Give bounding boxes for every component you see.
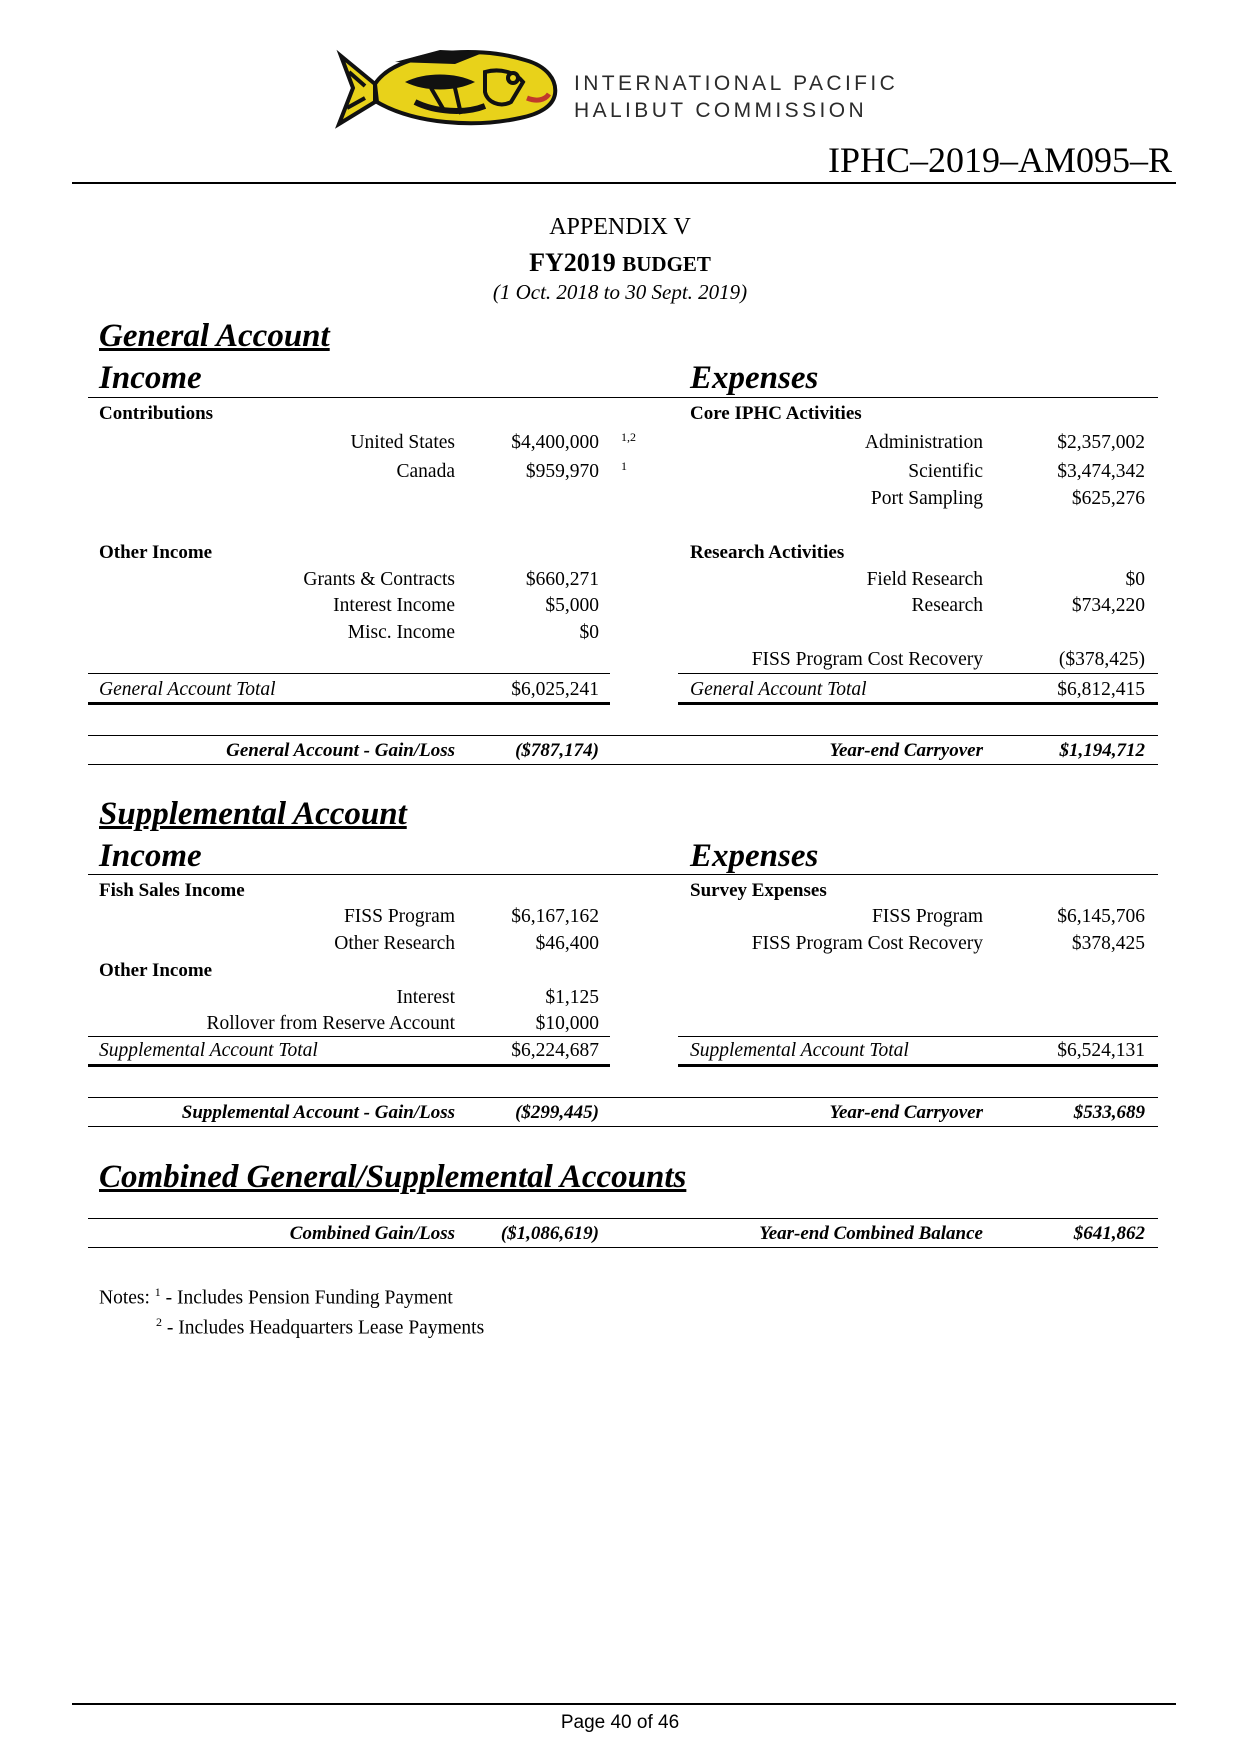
fish-sales-label: Fish Sales Income xyxy=(99,880,245,901)
general-header-rule xyxy=(88,397,1158,398)
appendix-title: APPENDIX V xyxy=(549,214,691,240)
research-value: $734,220 xyxy=(1071,595,1145,616)
field-research-value: $0 xyxy=(1125,569,1145,590)
canada-footnote: 1 xyxy=(621,459,627,473)
general-carryover-label: Year-end Carryover xyxy=(829,740,983,761)
supplemental-expense-total-rule xyxy=(678,1036,1158,1037)
note-1: Notes: $^1$ - Includes Pension Funding Payment xyxy=(99,1285,453,1309)
supplemental-expense-total-label: Supplemental Account Total xyxy=(690,1040,909,1061)
supplemental-gain-value: ($299,445) xyxy=(515,1102,599,1123)
general-gain-top-rule xyxy=(88,735,1158,736)
field-research-label: Field Research xyxy=(866,569,983,590)
supplemental-income-heading: Income xyxy=(99,838,202,874)
combined-gain-label: Combined Gain/Loss xyxy=(289,1223,455,1244)
supplemental-gain-top-rule xyxy=(88,1097,1158,1098)
organization-name: INTERNATIONAL PACIFIC HALIBUT COMMISSION xyxy=(574,72,899,122)
supplemental-income-total-rule xyxy=(88,1036,610,1037)
general-gain-bottom-rule xyxy=(88,764,1158,765)
fiss-program-income-label: FISS Program xyxy=(343,906,455,927)
budget-period: (1 Oct. 2018 to 30 Sept. 2019) xyxy=(492,280,748,304)
budget-title: FY2019 BUDGET xyxy=(529,248,711,277)
supplemental-income-total-value: $6,224,687 xyxy=(511,1040,599,1061)
interest-label: Interest xyxy=(396,987,455,1008)
combined-balance-label: Year-end Combined Balance xyxy=(759,1223,983,1244)
general-income-heading: Income xyxy=(99,360,202,396)
supplemental-header-rule xyxy=(88,874,1158,875)
supplemental-expenses-heading: Expenses xyxy=(690,838,819,874)
port-sampling-label: Port Sampling xyxy=(870,488,983,509)
general-expense-total-value: $6,812,415 xyxy=(1057,679,1145,700)
supplemental-account-heading: Supplemental Account xyxy=(99,796,407,832)
fiss-expense-recovery-value: $378,425 xyxy=(1071,933,1145,954)
supplemental-other-income-label: Other Income xyxy=(99,960,213,981)
supplemental-carryover-label: Year-end Carryover xyxy=(829,1102,983,1123)
fiss-cost-recovery-label: FISS Program Cost Recovery xyxy=(751,649,983,670)
general-income-double-rule xyxy=(88,702,610,705)
supplemental-gain-label: Supplemental Account - Gain/Loss xyxy=(181,1102,455,1123)
fiss-expense-recovery-label: FISS Program Cost Recovery xyxy=(751,933,983,954)
supplemental-carryover-value: $533,689 xyxy=(1073,1102,1145,1123)
header-rule xyxy=(72,182,1176,184)
combined-balance-value: $641,862 xyxy=(1073,1223,1145,1244)
general-expense-double-rule xyxy=(678,702,1158,705)
iphc-halibut-logo xyxy=(335,42,560,132)
fiss-cost-recovery-value: ($378,425) xyxy=(1058,649,1145,670)
other-research-label: Other Research xyxy=(334,933,455,954)
administration-value: $2,357,002 xyxy=(1057,432,1145,453)
interest-income-label: Interest Income xyxy=(333,595,455,616)
misc-income-value: $0 xyxy=(579,622,599,643)
scientific-label: Scientific xyxy=(908,461,983,482)
document-id: IPHC–2019–AM095–R xyxy=(827,140,1172,180)
survey-expenses-label: Survey Expenses xyxy=(690,880,827,901)
interest-value: $1,125 xyxy=(545,987,599,1008)
combined-accounts-heading: Combined General/Supplemental Accounts xyxy=(99,1159,687,1195)
general-expenses-heading: Expenses xyxy=(690,360,819,396)
us-footnote: 1,2 xyxy=(621,430,636,444)
supplemental-expense-double-rule xyxy=(678,1064,1158,1067)
supplemental-income-total-label: Supplemental Account Total xyxy=(99,1040,318,1061)
combined-top-rule xyxy=(88,1218,1158,1219)
contributions-label: Contributions xyxy=(99,403,214,424)
fiss-program-expense-label: FISS Program xyxy=(871,906,983,927)
administration-label: Administration xyxy=(864,432,983,453)
note-2: $^2$ - Includes Headquarters Lease Payments xyxy=(156,1315,485,1339)
grants-label: Grants & Contracts xyxy=(303,569,455,590)
us-value: $4,400,000 xyxy=(511,432,599,453)
rollover-label: Rollover from Reserve Account xyxy=(206,1013,455,1034)
us-label: United States xyxy=(350,432,455,453)
canada-value: $959,970 xyxy=(525,461,599,482)
footer-rule xyxy=(72,1703,1176,1705)
general-account-heading: General Account xyxy=(99,318,330,354)
grants-value: $660,271 xyxy=(525,569,599,590)
other-income-label: Other Income xyxy=(99,542,213,563)
fiss-program-expense-value: $6,145,706 xyxy=(1057,906,1145,927)
other-research-value: $46,400 xyxy=(535,933,599,954)
general-income-total-label: General Account Total xyxy=(99,679,276,700)
supplemental-gain-bottom-rule xyxy=(88,1126,1158,1127)
research-label: Research xyxy=(911,595,983,616)
supplemental-income-double-rule xyxy=(88,1064,610,1067)
page-number: Page 40 of 46 xyxy=(560,1712,680,1733)
supplemental-expense-total-value: $6,524,131 xyxy=(1057,1040,1145,1061)
port-sampling-value: $625,276 xyxy=(1071,488,1145,509)
scientific-value: $3,474,342 xyxy=(1057,461,1145,482)
general-gain-value: ($787,174) xyxy=(515,740,599,761)
misc-income-label: Misc. Income xyxy=(347,622,455,643)
combined-gain-value: ($1,086,619) xyxy=(500,1223,599,1244)
canada-label: Canada xyxy=(396,461,455,482)
general-expense-total-rule xyxy=(678,673,1158,674)
interest-income-value: $5,000 xyxy=(545,595,599,616)
core-activities-label: Core IPHC Activities xyxy=(690,403,862,424)
general-expense-total-label: General Account Total xyxy=(690,679,867,700)
fiss-program-income-value: $6,167,162 xyxy=(511,906,599,927)
combined-bottom-rule xyxy=(88,1247,1158,1248)
general-income-total-value: $6,025,241 xyxy=(511,679,599,700)
research-activities-label: Research Activities xyxy=(690,542,845,563)
general-income-total-rule xyxy=(88,673,610,674)
rollover-value: $10,000 xyxy=(535,1013,599,1034)
general-gain-label: General Account - Gain/Loss xyxy=(226,740,455,761)
general-carryover-value: $1,194,712 xyxy=(1059,740,1145,761)
